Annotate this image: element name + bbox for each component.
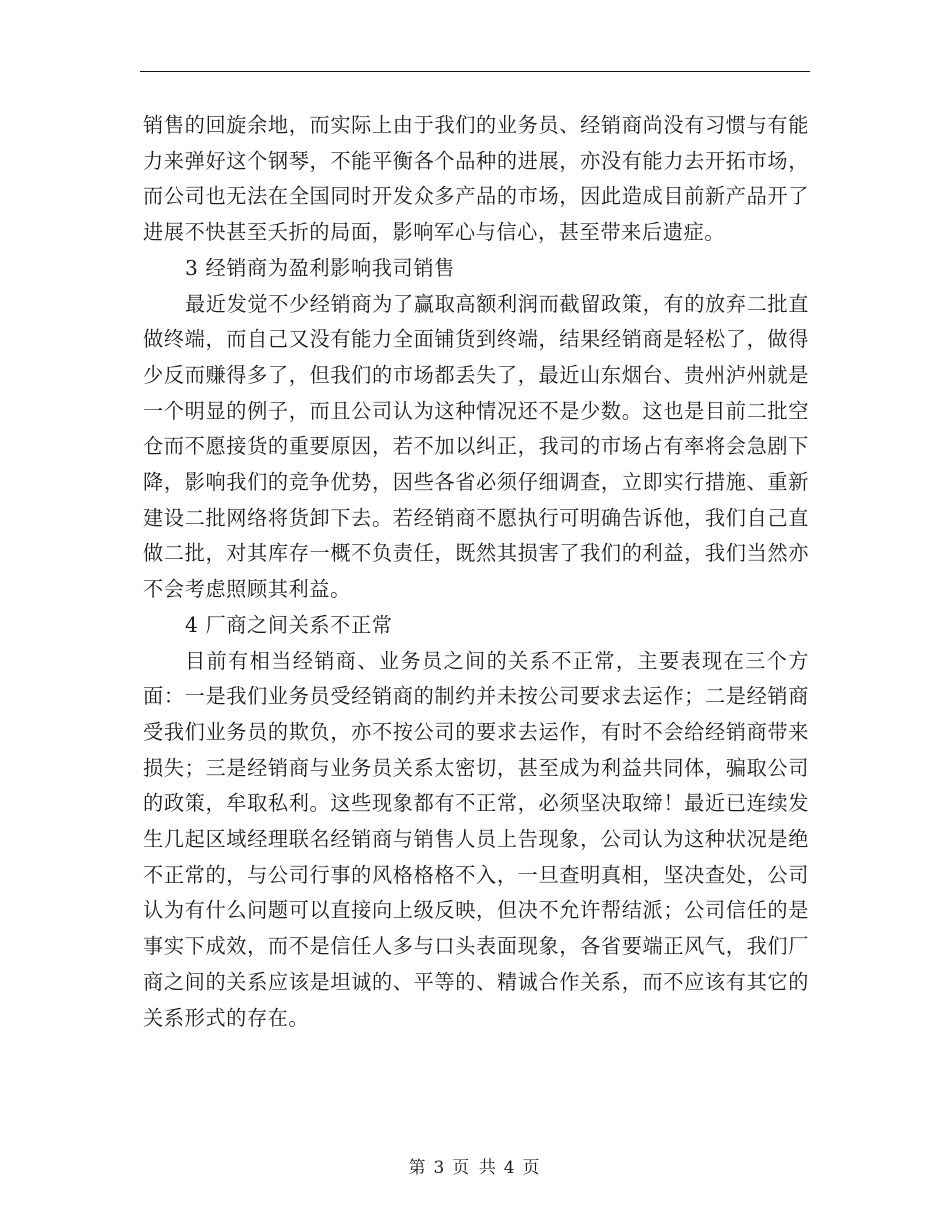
footer-current-page: 3 <box>433 1158 447 1178</box>
paragraph-continuation: 销售的回旋余地，而实际上由于我们的业务员、经销商尚没有习惯与有能力来弹好这个钢琴，不能平衡各个品种的进展，亦没有能力去开拓市场，而公司也无法在全国同时开发众多产品的市场，因此造成目前新产品开了进展不快甚至夭折的局面，影响军心与信心，甚至带来后遗症。 <box>143 113 809 245</box>
section-heading-4: 4 厂商之间关系不正常 <box>185 612 393 637</box>
document-body <box>143 108 809 1036</box>
header-divider <box>140 71 810 72</box>
paragraph-section-3: 最近发觉不少经销商为了赢取高额利润而截留政策，有的放弃二批直做终端，而自己又没有能力全面铺货到终端，结果经销商是轻松了，做得少反而赚得多了，但我们的市场都丢失了，最近山东烟台、贵州泸州就是一个明显的例子，而且公司认为这种情况还不是少数。这也是目前二批空仓而不愿接货的重要原因，若不加以纠正，我司的市场占有率将会急剧下降，影响我们的竞争优势，因些各省必须仔细调查，立即实行措施、重新建设二批网络将货卸下去。若经销商不愿执行可明确告诉他，我们自己直做二批，对其库存一概不负责任，既然其损害了我们的利益，我们当然亦不会考虑照顾其利益。 <box>143 291 809 602</box>
footer-middle: 页 共 <box>452 1158 498 1178</box>
section-heading-3: 3 经销商为盈利影响我司销售 <box>185 255 455 280</box>
footer-prefix: 第 <box>408 1158 428 1178</box>
footer-suffix: 页 <box>522 1158 542 1178</box>
paragraph-section-4: 目前有相当经销商、业务员之间的关系不正常，主要表现在三个方面：一是我们业务员受经销商的制约并未按公司要求去运作；二是经销商受我们业务员的欺负，亦不按公司的要求去运作，有时不会给经销商带来损失；三是经销商与业务员关系太密切，甚至成为利益共同体，骗取公司的政策，牟取私利。这些现象都有不正常，必须坚决取缔！最近已连续发生几起区域经理联名经销商与销售人员上告现象，公司认为这种状况是绝不正常的，与公司行事的风格格格不入，一旦查明真相，坚决查处，公司认为有什么问题可以直接向上级反映，但决不允许帮结派；公司信任的是事实下成效，而不是信任人多与口头表面现象，各省要端正风气，我们厂商之间的关系应该是坦诚的、平等的、精诚合作关系，而不应该有其它的关系形式的存在。 <box>143 648 809 1030</box>
footer-total-pages: 4 <box>503 1158 517 1178</box>
page-footer <box>0 1153 950 1178</box>
